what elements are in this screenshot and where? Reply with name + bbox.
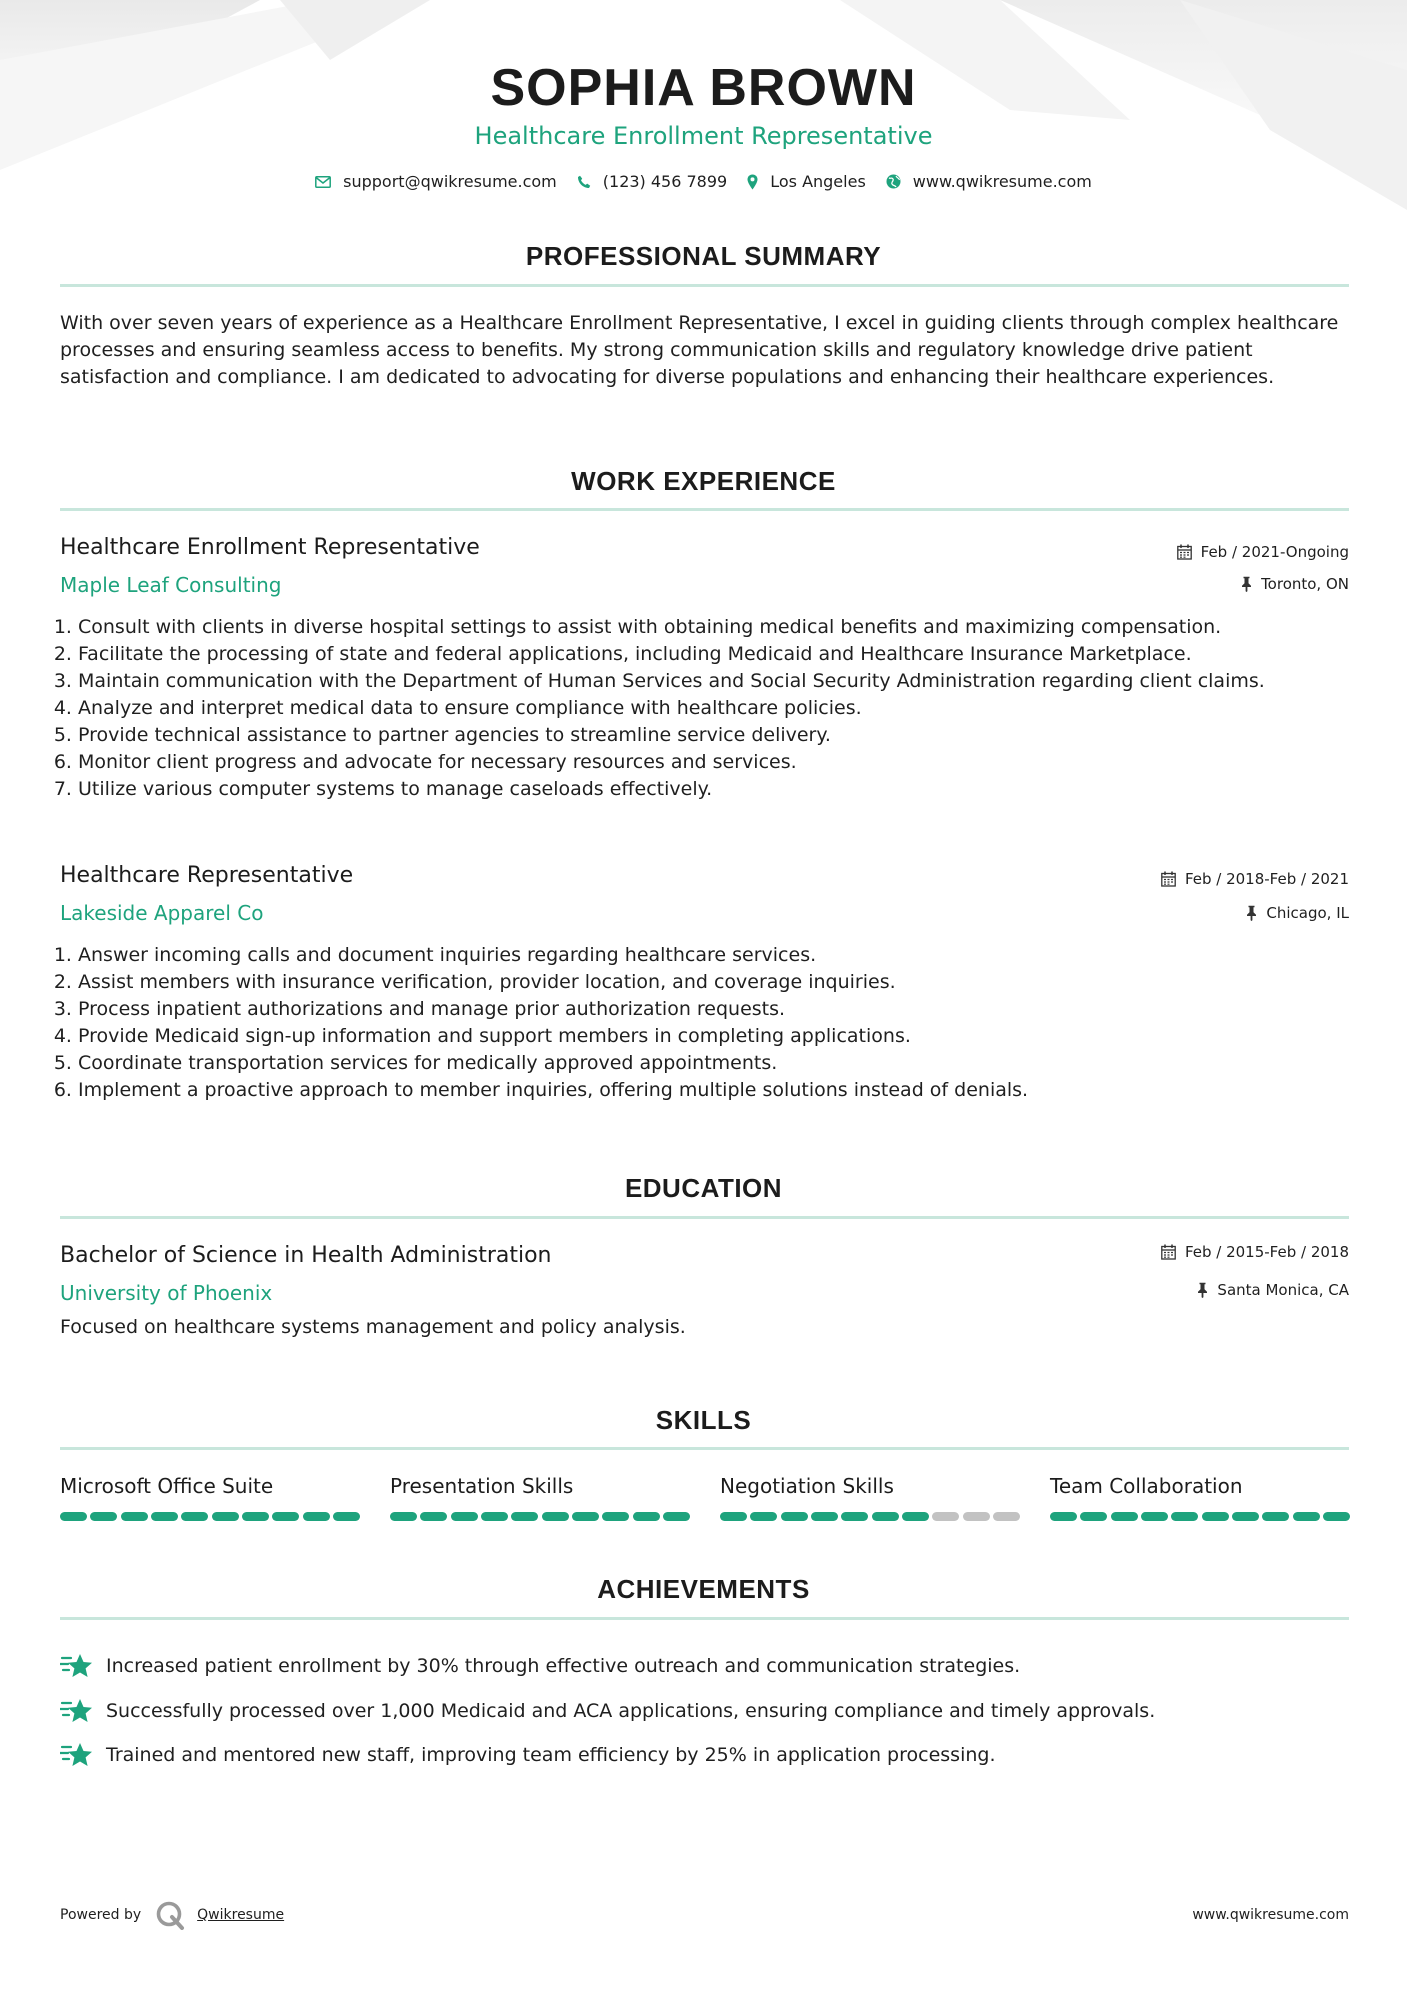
skill-name: Negotiation Skills (720, 1474, 894, 1498)
achievement-item (60, 1689, 1350, 1734)
duty-item: 4. Provide Medicaid sign-up information and support members in completing applications. (78, 1023, 1368, 1050)
skill-name: Team Collaboration (1050, 1474, 1243, 1498)
star-icon (60, 1697, 94, 1725)
education-description: Focused on healthcare systems management and policy analysis. (60, 1316, 686, 1338)
skill-name: Presentation Skills (390, 1474, 574, 1498)
pushpin-icon (1241, 576, 1252, 592)
duty-item: 3. Process inpatient authorizations and manage prior authorization requests. (78, 996, 1368, 1023)
skill-segment-filled (902, 1512, 929, 1521)
experience-section-title: WORK EXPERIENCE (571, 466, 836, 496)
skills-list (60, 1474, 1350, 1521)
skill-segment-filled (720, 1512, 747, 1521)
education-dates-text: Feb / 2015-Feb / 2018 (1184, 1243, 1349, 1261)
contact-email[interactable] (315, 172, 557, 191)
skill-segment-filled (1323, 1512, 1350, 1521)
education-dates (1161, 1243, 1349, 1261)
skill-segment-filled (481, 1512, 508, 1521)
job-dates-text: Feb / 2021-Ongoing (1200, 543, 1349, 561)
skill-segment-filled (750, 1512, 777, 1521)
contact-bar (0, 172, 1407, 191)
experience-divider (60, 508, 1349, 511)
degree-title: Bachelor of Science in Health Administration (60, 1243, 552, 1268)
achievement-item (60, 1644, 1350, 1689)
job-location-text: Chicago, IL (1266, 904, 1349, 922)
calendar-icon (1177, 544, 1192, 560)
skill-segment-filled (511, 1512, 538, 1521)
education-section-title: EDUCATION (624, 1173, 783, 1203)
skill-segment-filled (602, 1512, 629, 1521)
duty-item: 6. Implement a proactive approach to member inquiries, offering multiple solutions instead of denials. (78, 1077, 1368, 1104)
skill-item (60, 1474, 360, 1521)
education-location-text: Santa Monica, CA (1217, 1281, 1349, 1299)
skill-segment-filled (303, 1512, 330, 1521)
contact-website[interactable] (886, 172, 1092, 191)
envelope-icon (315, 176, 331, 188)
duty-item: 7. Utilize various computer systems to manage caseloads effectively. (78, 776, 1368, 803)
contact-phone[interactable] (577, 172, 727, 191)
achievements-divider (60, 1617, 1349, 1620)
skill-segment-filled (633, 1512, 660, 1521)
skill-segment-filled (1141, 1512, 1168, 1521)
job-dates-text: Feb / 2018-Feb / 2021 (1184, 870, 1349, 888)
skill-rating-bar (720, 1512, 1020, 1521)
achievement-text: Increased patient enrollment by 30% through effective outreach and communication strategies. (106, 1655, 1021, 1678)
star-icon (60, 1652, 94, 1680)
skill-segment-filled (781, 1512, 808, 1521)
education-location (1197, 1281, 1349, 1299)
skill-segment-filled (663, 1512, 690, 1521)
pushpin-icon (1197, 1282, 1208, 1298)
contact-location (747, 172, 866, 191)
skill-segment-filled (212, 1512, 239, 1521)
skills-section-title: SKILLS (655, 1405, 752, 1435)
qwikresume-logo-icon (155, 1900, 185, 1930)
achievements-list (60, 1644, 1350, 1778)
skill-segment-filled (542, 1512, 569, 1521)
skill-segment-filled (1111, 1512, 1138, 1521)
summary-text: With over seven years of experience as a Healthcare Enrollment Representative, I excel in guiding clients through complex healthcare processes and ensuring seamless access to benefits. My strong communication skills and regulatory knowledge drive patient satisfaction and compliance. I am dedicated to advocating for diverse populations and enhancing their healthcare experiences. (60, 312, 1339, 388)
duty-item: 5. Provide technical assistance to partner agencies to streamline service delivery. (78, 722, 1368, 749)
job-location (1246, 904, 1349, 922)
skill-segment-filled (151, 1512, 178, 1521)
job-location (1241, 575, 1349, 593)
duty-item: 1. Answer incoming calls and document inquiries regarding healthcare services. (78, 942, 1368, 969)
skill-item (1050, 1474, 1350, 1521)
skill-segment-filled (1232, 1512, 1259, 1521)
skill-segment-filled (90, 1512, 117, 1521)
skill-segment-filled (390, 1512, 417, 1521)
duty-item: 1. Consult with clients in diverse hospital settings to assist with obtaining medical benefits and maximizing compensation. (78, 614, 1368, 641)
skill-segment-filled (272, 1512, 299, 1521)
pushpin-icon (1246, 905, 1257, 921)
school-name: University of Phoenix (60, 1281, 273, 1305)
skill-segment-filled (1262, 1512, 1289, 1521)
skill-segment-filled (121, 1512, 148, 1521)
globe-icon (886, 174, 901, 189)
duty-item: 2. Assist members with insurance verification, provider location, and coverage inquiries. (78, 969, 1368, 996)
contact-website-text: www.qwikresume.com (912, 172, 1092, 191)
summary-section-title: PROFESSIONAL SUMMARY (525, 241, 882, 271)
achievement-text: Trained and mentored new staff, improving team efficiency by 25% in application processing. (106, 1744, 996, 1767)
skill-name: Microsoft Office Suite (60, 1474, 274, 1498)
calendar-icon (1161, 1244, 1176, 1260)
duty-item: 3. Maintain communication with the Department of Human Services and Social Security Administration regarding client claims. (78, 668, 1368, 695)
skill-segment-filled (420, 1512, 447, 1521)
calendar-icon (1161, 871, 1176, 887)
skill-segment-filled (333, 1512, 360, 1521)
achievement-item (60, 1733, 1350, 1778)
skill-segment-empty (932, 1512, 959, 1521)
contact-location-text: Los Angeles (770, 172, 866, 191)
skill-segment-filled (1080, 1512, 1107, 1521)
candidate-name: SOPHIA BROWN (490, 59, 917, 117)
contact-email-text: support@qwikresume.com (343, 172, 557, 191)
skill-segment-filled (841, 1512, 868, 1521)
footer-website[interactable]: www.qwikresume.com (1192, 1907, 1349, 1923)
skill-segment-filled (1293, 1512, 1320, 1521)
education-divider (60, 1216, 1349, 1219)
achievement-text: Successfully processed over 1,000 Medicaid and ACA applications, ensuring compliance and timely approvals. (106, 1699, 1156, 1722)
skill-item (720, 1474, 1020, 1521)
contact-phone-text: (123) 456 7899 (602, 172, 728, 191)
job-duties-list (60, 942, 1368, 1104)
skill-segment-filled (1202, 1512, 1229, 1521)
job-title: Healthcare Representative (60, 863, 354, 888)
duty-item: 5. Coordinate transportation services for medically approved appointments. (78, 1050, 1368, 1077)
job-duties-list (60, 614, 1368, 803)
skill-segment-filled (572, 1512, 599, 1521)
map-pin-icon (747, 174, 758, 190)
skill-segment-filled (811, 1512, 838, 1521)
skills-divider (60, 1447, 1349, 1450)
skill-rating-bar (60, 1512, 360, 1521)
skill-rating-bar (1050, 1512, 1350, 1521)
candidate-role: Healthcare Enrollment Representative (474, 122, 933, 150)
brand-link[interactable]: Qwikresume (197, 1907, 285, 1923)
skill-segment-filled (1171, 1512, 1198, 1521)
achievements-section-title: ACHIEVEMENTS (597, 1574, 810, 1604)
job-dates (1177, 543, 1349, 561)
job-dates (1161, 870, 1349, 888)
skill-segment-filled (1050, 1512, 1077, 1521)
skill-rating-bar (390, 1512, 690, 1521)
skill-item (390, 1474, 690, 1521)
job-title: Healthcare Enrollment Representative (60, 535, 480, 560)
skill-segment-empty (993, 1512, 1020, 1521)
powered-by-label: Powered by (60, 1907, 142, 1923)
duty-item: 6. Monitor client progress and advocate for necessary resources and services. (78, 749, 1368, 776)
summary-divider (60, 284, 1349, 287)
skill-segment-filled (60, 1512, 87, 1521)
skill-segment-filled (181, 1512, 208, 1521)
duty-item: 2. Facilitate the processing of state and federal applications, including Medicaid and Healthcare Insurance Marketplace. (78, 641, 1368, 668)
skill-segment-filled (872, 1512, 899, 1521)
job-company: Maple Leaf Consulting (60, 573, 282, 597)
duty-item: 4. Analyze and interpret medical data to ensure compliance with healthcare policies. (78, 695, 1368, 722)
skill-segment-empty (963, 1512, 990, 1521)
phone-icon (577, 175, 591, 189)
footer-powered-by (60, 1900, 284, 1930)
job-company: Lakeside Apparel Co (60, 901, 264, 925)
star-icon (60, 1741, 94, 1769)
skill-segment-filled (242, 1512, 269, 1521)
skill-segment-filled (451, 1512, 478, 1521)
job-location-text: Toronto, ON (1261, 575, 1349, 593)
